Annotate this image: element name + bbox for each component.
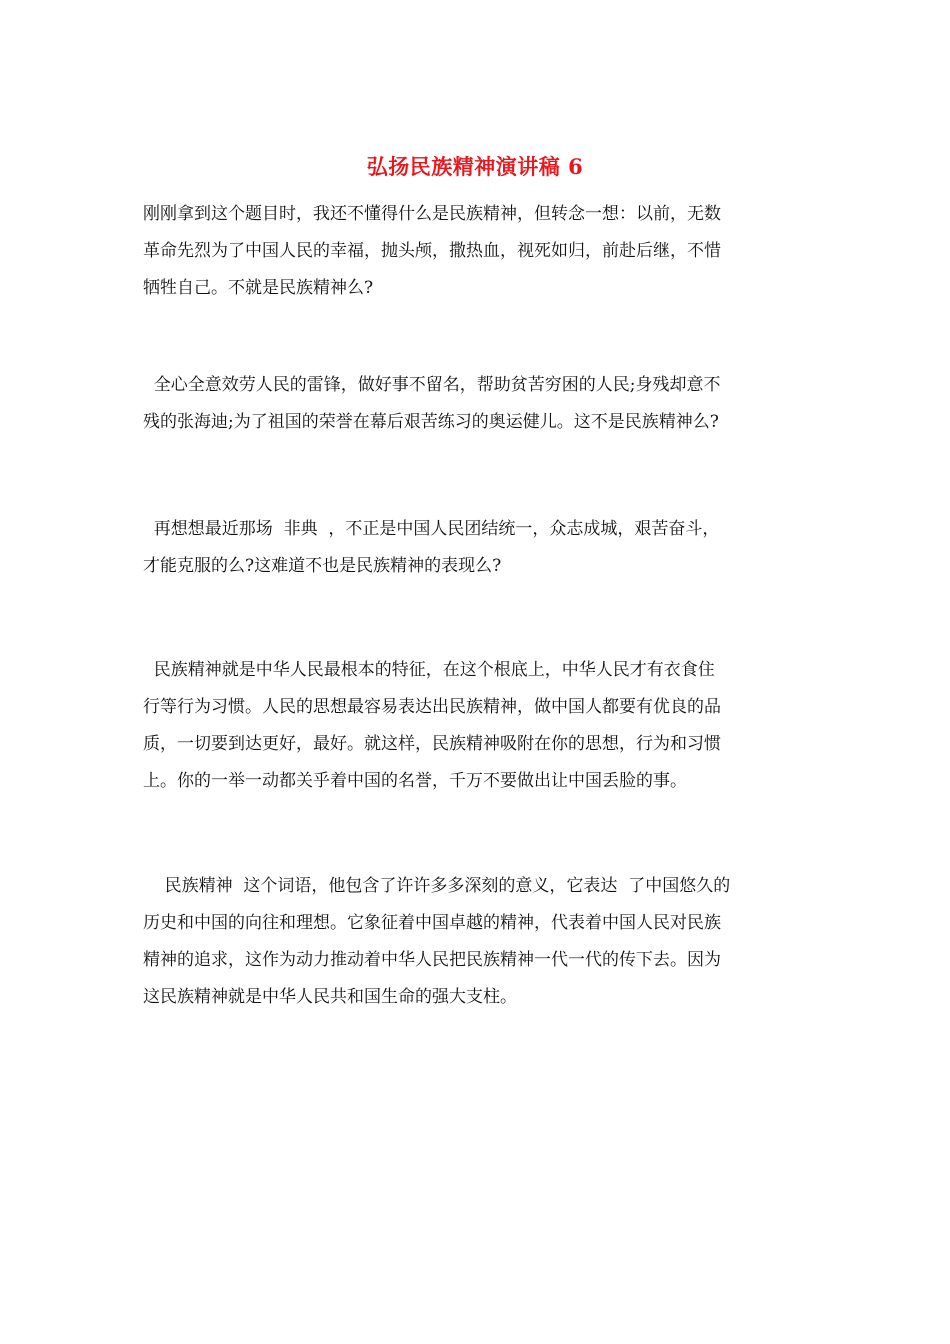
paragraph-line: 民族精神 这个词语，他包含了许许多多深刻的意义，它表达 了中国悠久的 xyxy=(143,876,731,896)
paragraph-line: 历史和中国的向往和理想。它象征着中国卓越的精神，代表着中国人民对民族 xyxy=(143,913,721,933)
paragraph-line: 残的张海迪;为了祖国的荣誉在幕后艰苦练习的奥运健儿。这不是民族精神么? xyxy=(143,412,719,432)
paragraph-3 xyxy=(143,511,808,585)
paragraph-line: 再想想最近那场 非典 ，不正是中国人民团结统一，众志成城，艰苦奋斗， xyxy=(143,519,720,539)
paragraph-4 xyxy=(143,652,808,800)
paragraph-line: 行等行为习惯。人民的思想最容易表达出民族精神，做中国人都要有优良的品 xyxy=(143,697,721,717)
paragraph-line: 刚刚拿到这个题目时，我还不懂得什么是民族精神，但转念一想：以前，无数 xyxy=(143,204,721,224)
paragraph-line: 这民族精神就是中华人民共和国生命的强大支柱。 xyxy=(143,987,517,1007)
paragraph-line: 精神的追求，这作为动力推动着中华人民把民族精神一代一代的传下去。因为 xyxy=(143,950,721,970)
paragraph-line: 才能克服的么?这难道不也是民族精神的表现么? xyxy=(143,556,502,576)
paragraph-1 xyxy=(143,196,808,307)
document-title: 弘扬民族精神演讲稿 6 xyxy=(366,154,584,179)
paragraph-line: 民族精神就是中华人民最根本的特征，在这个根底上，中华人民才有衣食住 xyxy=(143,660,715,680)
paragraph-line: 革命先烈为了中国人民的幸福，抛头颅，撒热血，视死如归，前赴后继，不惜 xyxy=(143,241,721,261)
paragraph-5 xyxy=(143,868,808,1016)
paragraph-line: 上。你的一举一动都关乎着中国的名誉，千万不要做出让中国丢脸的事。 xyxy=(143,771,687,791)
paragraph-2 xyxy=(143,367,808,441)
paragraph-line: 质，一切要到达更好，最好。就这样，民族精神吸附在你的思想，行为和习惯 xyxy=(143,734,721,754)
paragraph-line: 牺牲自己。不就是民族精神么? xyxy=(143,278,374,298)
paragraph-line: 全心全意效劳人民的雷锋，做好事不留名，帮助贫苦穷困的人民;身残却意不 xyxy=(143,375,721,395)
